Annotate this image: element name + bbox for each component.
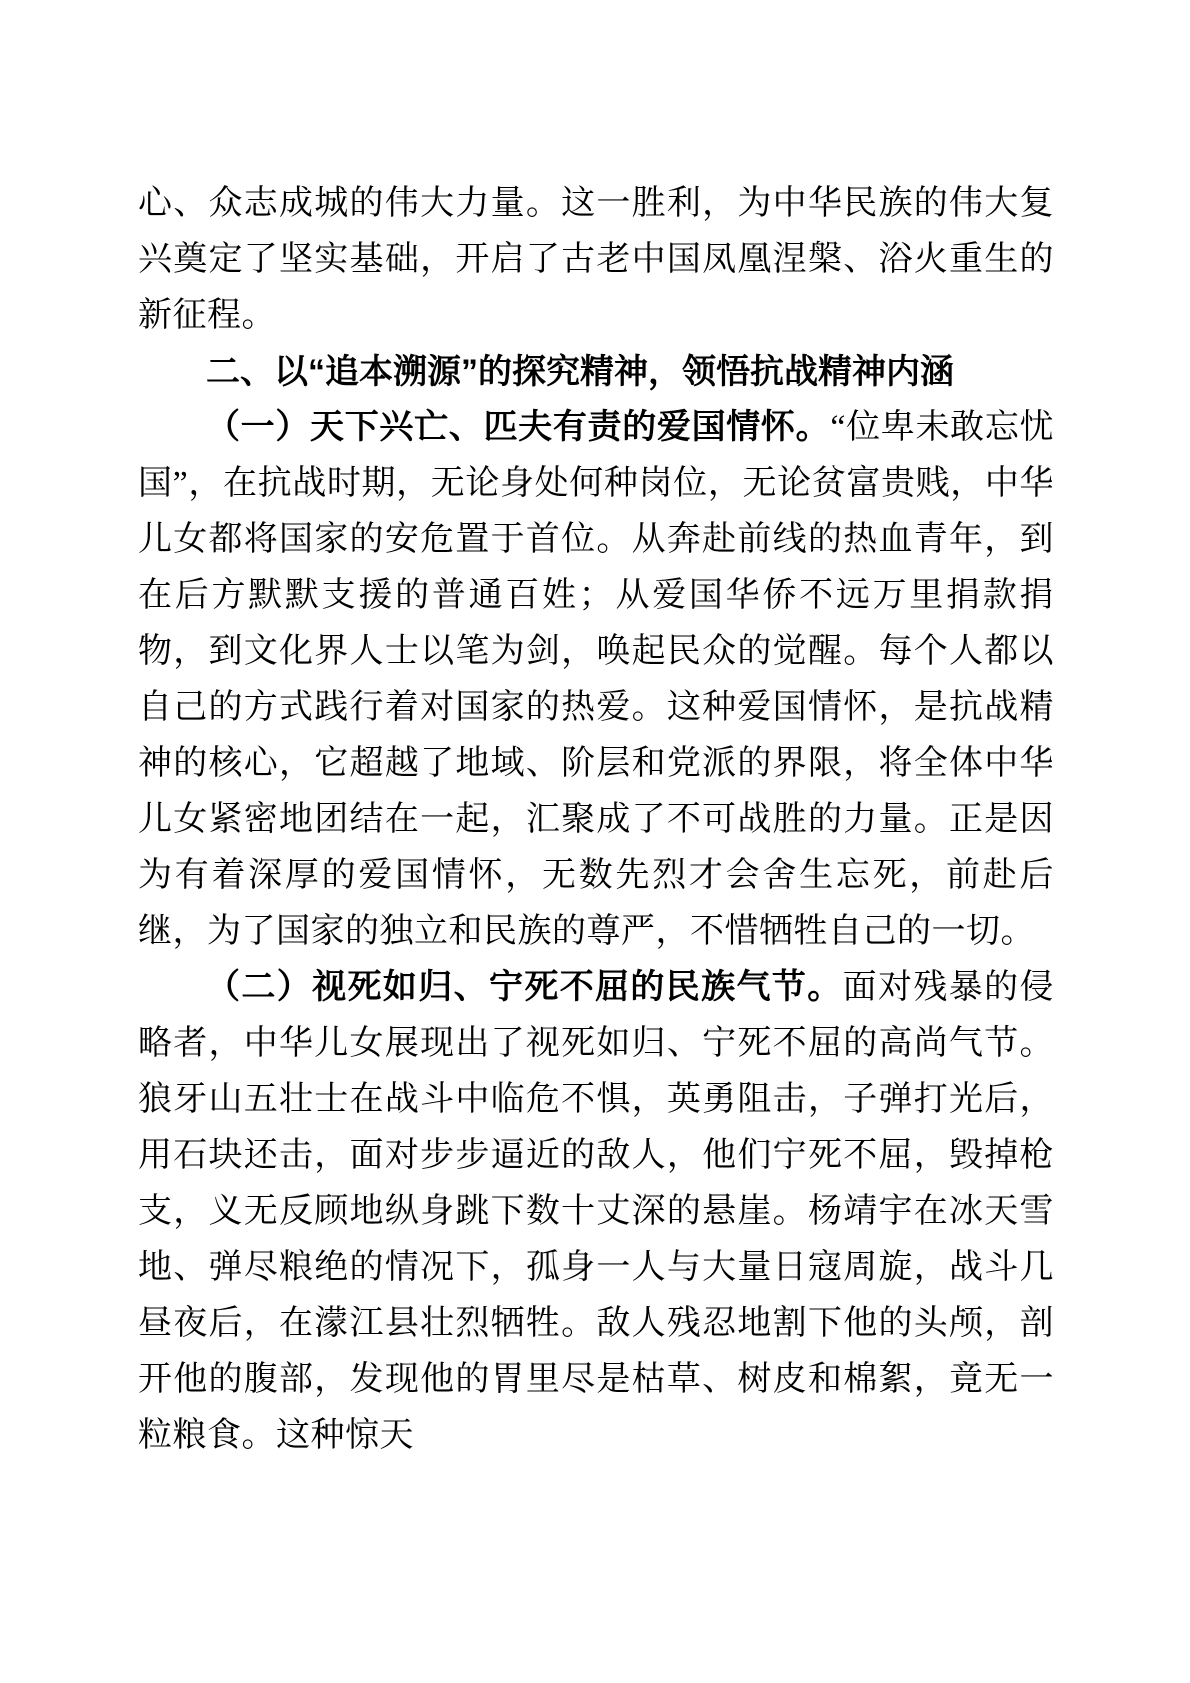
subsection-1-lead: （一）天下兴亡、匹夫有责的爱国情怀。 <box>206 409 831 446</box>
paragraph-continuation: 心、众志成城的伟大力量。这一胜利，为中华民族的伟大复兴奠定了坚实基础，开启了古老中国凤凰涅槃、浴火重生的新征程。 <box>138 185 1054 334</box>
subsection-2-body: 面对残暴的侵略者，中华儿女展现出了视死如归、宁死不屈的高尚气节。狼牙山五壮士在战斗中临危不惧，英勇阻击，子弹打光后，用石块还击，面对步步逼近的敌人，他们宁死不屈，毁掉枪支，义无反顾地纵身跳下数十丈深的悬崖。杨靖宇在冰天雪地、弹尽粮绝的情况下，孤身一人与大量日寇周旋，战斗几昼夜后，在濛江县壮烈牺牲。敌人残忍地割下他的头颅，剖开他的腹部，发现他的胃里尽是枯草、树皮和棉絮，竟无一粒粮食。这种惊天 <box>138 969 1055 1454</box>
subsection-1-body: “位卑未敢忘忧国”，在抗战时期，无论身处何种岗位，无论贫富贵贱，中华儿女都将国家的安危置于首位。从奔赴前线的热血青年，到在后方默默支援的普通百姓；从爱国华侨不远万里捐款捐物，到文化界人士以笔为剑，唤起民众的觉醒。每个人都以自己的方式践行着对国家的热爱。这种爱国情怀，是抗战精神的核心，它超越了地域、阶层和党派的界限，将全体中华儿女紧密地团结在一起，汇聚成了不可战胜的力量。正是因为有着深厚的爱国情怀，无数先烈才会舍生忘死，前赴后继，为了国家的独立和民族的尊严，不惜牺牲自己的一切。 <box>138 409 1055 950</box>
subsection-2-lead: （二）视死如归、宁死不屈的民族气节。 <box>206 969 843 1006</box>
subsection-1-paragraph <box>138 400 1054 960</box>
subsection-2-paragraph <box>138 960 1054 1464</box>
document-content <box>138 176 1054 1464</box>
section-heading: 二、以“追本溯源”的探究精神，领悟抗战精神内涵 <box>206 353 954 391</box>
